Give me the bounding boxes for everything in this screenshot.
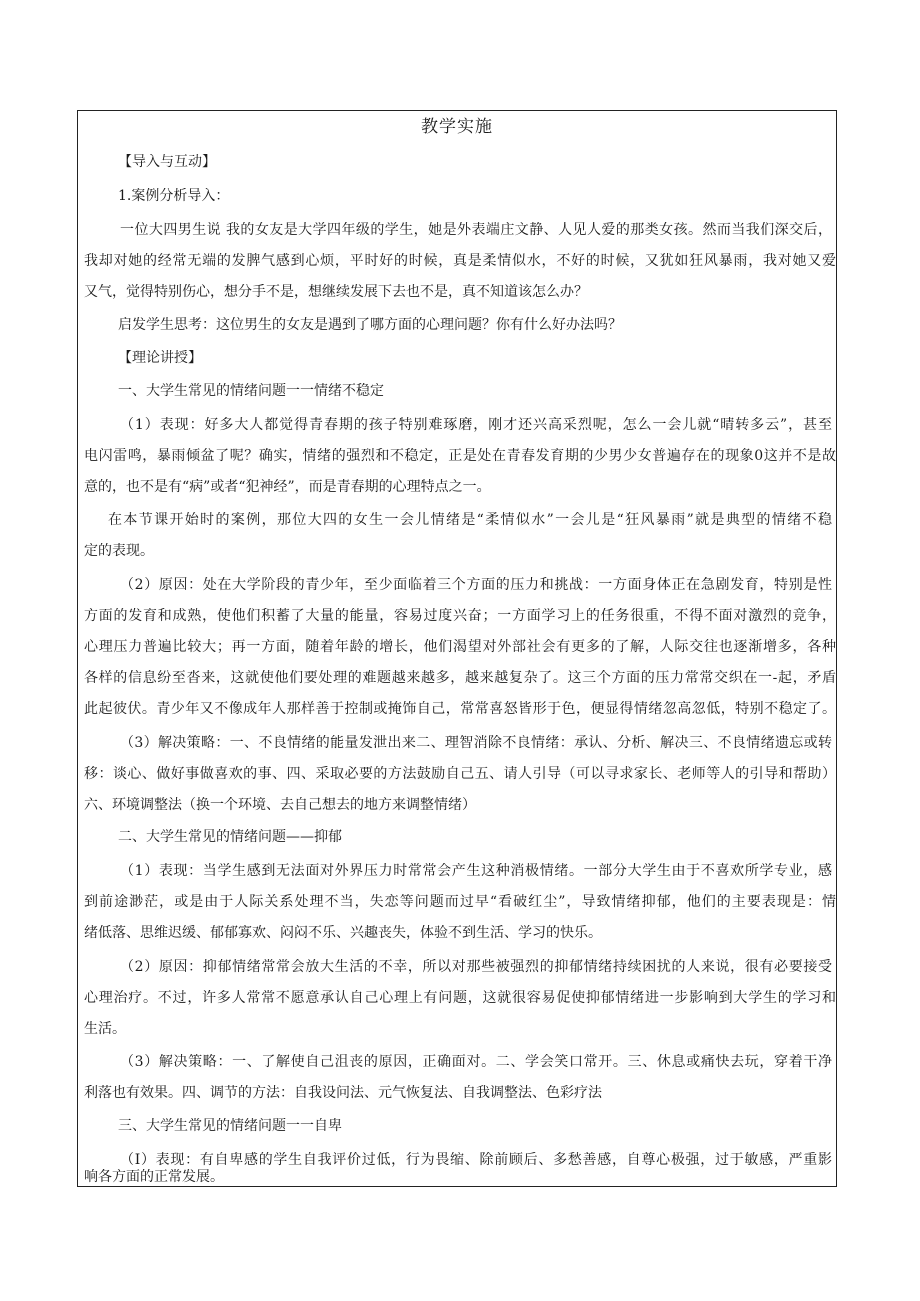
section-heading-theory: 【理论讲授】 xyxy=(118,350,202,366)
paragraph-line: 电闪雷鸣，暴雨倾盆了呢？确实，情绪的强烈和不稳定，正是处在青春发育期的少男少女普遍存在的现象0这并不是故 xyxy=(84,448,836,464)
paragraph-line: 绪低落、思维迟缓、郁郁寡欢、闷闷不乐、兴趣丧失，体验不到生活、学习的快乐。 xyxy=(84,925,602,941)
paragraph-line: 此起彼伏。青少年又不像成年人那样善于控制或掩饰自己，常常喜怒皆形于色，便显得情绪忽高忽低，特别不稳定了。 xyxy=(84,701,836,717)
paragraph-line: 启发学生思考：这位男生的女友是遇到了哪方面的心理问题？你有什么好办法吗？ xyxy=(118,317,622,333)
paragraph-line: 利落也有效果。四、调节的方法：自我设问法、元气恢复法、自我调整法、色彩疗法 xyxy=(84,1085,602,1101)
paragraph-line: 又气，觉得特别伤心，想分手不是，想继续发展下去也不是，真不知道该怎么办？ xyxy=(84,284,588,300)
page-title: 教学实施 xyxy=(421,117,493,137)
paragraph-line: （I）表现：有自卑感的学生自我评价过低，行为畏缩、除前顾后、多愁善感，自尊心极强，过于敏感，严重影 xyxy=(120,1152,832,1168)
paragraph-line: 我却对她的经常无端的发脾气感到心烦，平时好的时候，真是柔情似水，不好的时候，又犹如狂风暴雨，我对她又爱 xyxy=(84,253,836,269)
paragraph-line: （3）解决策略：一、了解使自己沮丧的原因，正确面对。二、学会笑口常开。三、休息或痛快去玩，穿着干净 xyxy=(120,1054,832,1070)
paragraph-line: （2）原因：抑郁情绪常常会放大生活的不幸，所以对那些被强烈的抑郁情绪持续困扰的人来说，很有必要接受 xyxy=(120,959,832,975)
content-table xyxy=(77,110,837,1187)
paragraph-line: （1）表现：当学生感到无法面对外界压力时常常会产生这种消极情绪。一部分大学生由于不喜欢所学专业，感 xyxy=(120,863,832,879)
paragraph-line: （2）原因：处在大学阶段的青少年，至少面临着三个方面的压力和挑战：一方面身体正在急剧发育，特别是性 xyxy=(120,577,832,593)
paragraph-line: 意的，也不是有“病”或者“犯神经”，而是青春期的心理特点之一。 xyxy=(84,479,491,495)
paragraph-line: 到前途渺茫，或是由于人际关系处理不当，失恋等问题而过早“看破红尘”，导致情绪抑郁，他们的主要表现是：情 xyxy=(84,894,836,910)
subheading: 二、大学生常见的情绪问题——抑郁 xyxy=(118,829,342,845)
subheading: 一、大学生常见的情绪问题一一情绪不稳定 xyxy=(118,383,384,399)
paragraph-line: 移：谈心、做好事做喜欢的事、四、采取必要的方法鼓励自己五、请人引导（可以寻求家长、老师等人的引导和帮助） xyxy=(84,766,836,782)
paragraph-line: 心理治疗。不过，许多人常常不愿意承认自己心理上有问题，这就很容易促使抑郁情绪进一步影响到大学生的学习和 xyxy=(84,990,836,1006)
subheading: 三、大学生常见的情绪问题一一自卑 xyxy=(118,1118,342,1134)
case-analysis-heading: 1.案例分析导入： xyxy=(118,188,230,204)
paragraph-line: （3）解决策略：一、不良情绪的能量发泄出来二、理智消除不良情绪：承认、分析、解决三、不良情绪遗忘或转 xyxy=(120,735,832,751)
paragraph-line: （1）表现：好多大人都觉得青春期的孩子特别难琢磨，刚才还兴高采烈呢，怎么一会儿就“晴转多云”，甚至 xyxy=(120,417,832,433)
paragraph-line: 定的表现。 xyxy=(84,543,154,559)
paragraph-line: 生活。 xyxy=(84,1021,126,1037)
paragraph-line: 响各方面的正常发展。 xyxy=(84,1169,224,1185)
paragraph-line: 心理压力普遍比较大；再一方面，随着年龄的增长，他们渴望对外部社会有更多的了解，人际交往也逐渐增多，各种 xyxy=(84,639,836,655)
paragraph-line: 六、环境调整法（换一个环境、去自己想去的地方来调整情绪） xyxy=(84,797,476,813)
section-heading-intro: 【导入与互动】 xyxy=(118,154,216,170)
paragraph-line: 在本节课开始时的案例，那位大四的女生一会儿情绪是“柔情似水”一会儿是“狂风暴雨”就是典型的情绪不稳 xyxy=(108,512,832,528)
paragraph-line: 方面的发育和成熟，使他们积蓄了大量的能量，容易过度兴奋；一方面学习上的任务很重，不得不面对激烈的竞争， xyxy=(84,608,836,624)
paragraph-line: 各样的信息纷至沓来，这就使他们要处理的难题越来越多，越来越复杂了。这三个方面的压力常常交织在一-起，矛盾 xyxy=(84,670,836,686)
paragraph-line: 一位大四男生说 我的女友是大学四年级的学生，她是外表端庄文静、人见人爱的那类女孩。然而当我们深交后， xyxy=(120,222,832,238)
